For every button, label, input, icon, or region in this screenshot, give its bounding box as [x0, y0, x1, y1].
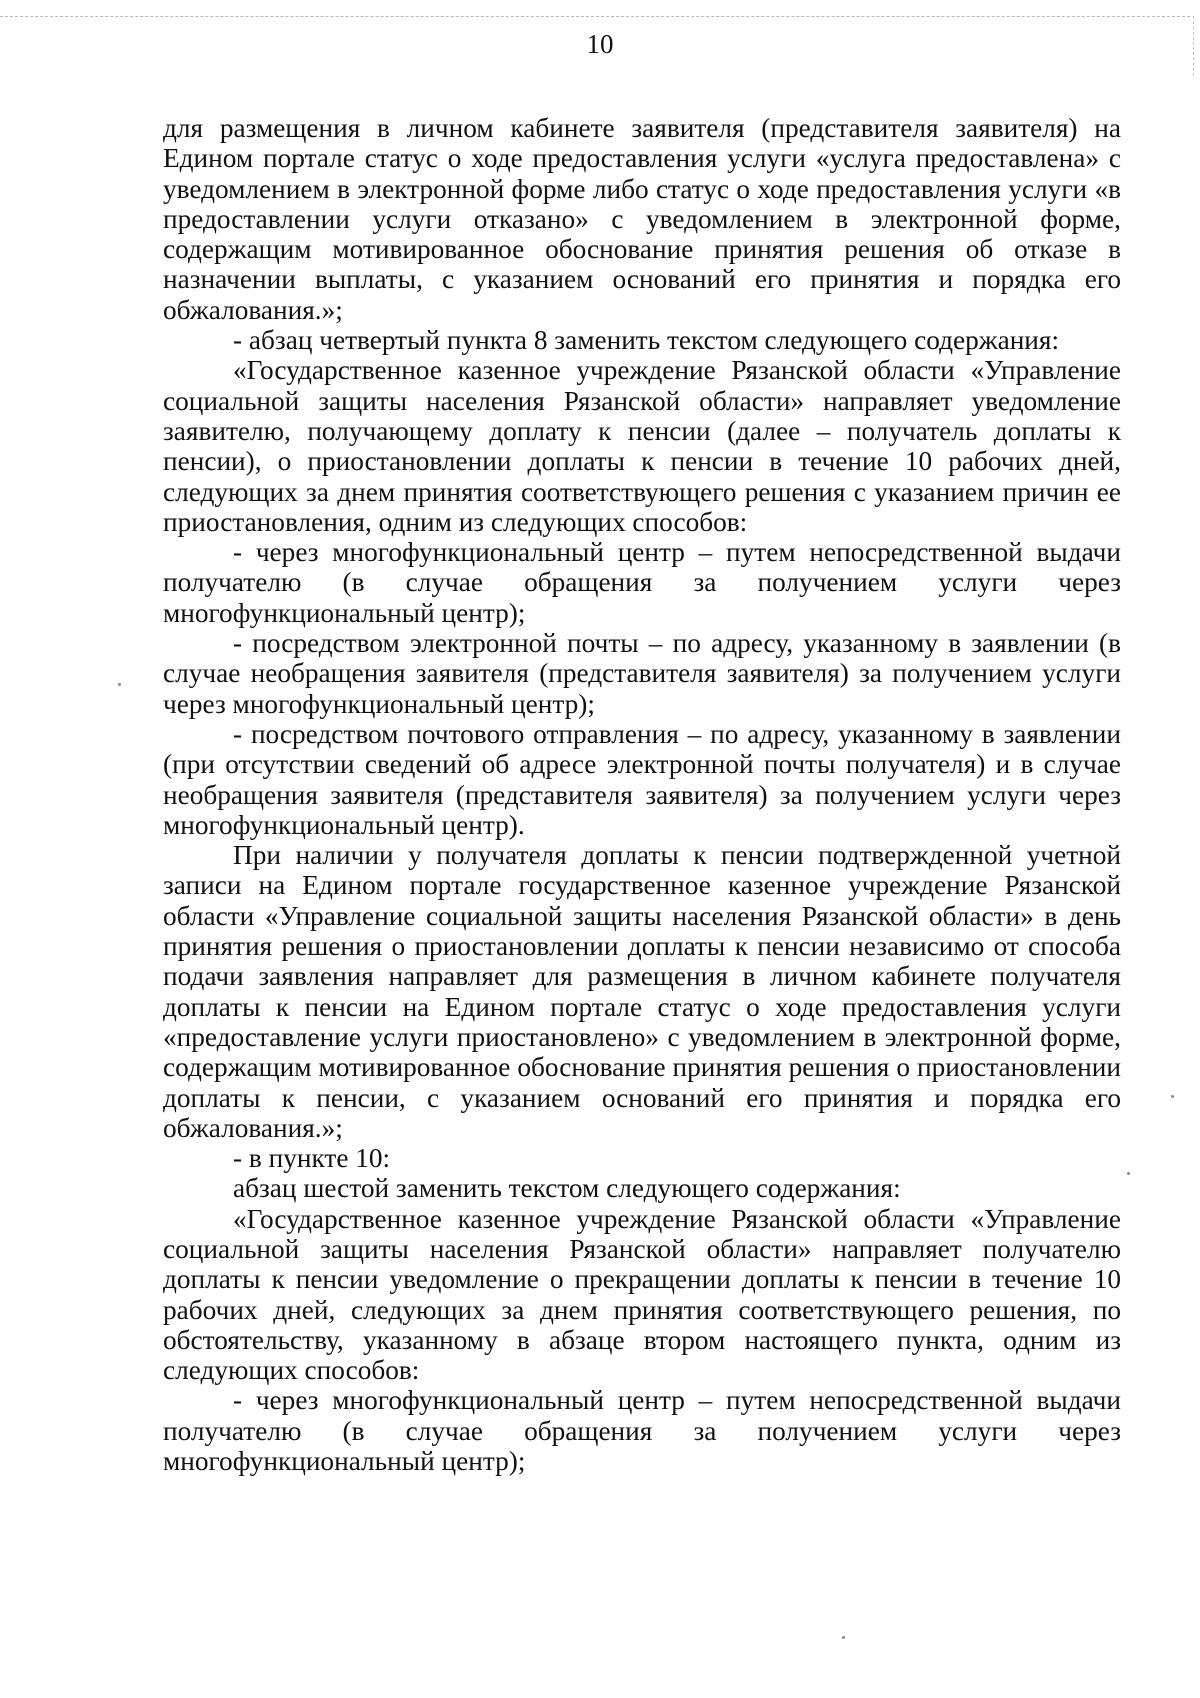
document-body	[163, 113, 1121, 1476]
scan-speck	[1127, 1172, 1130, 1175]
paragraph: «Государственное казенное учреждение Рязанской области «Управление социальной защиты населения Рязанской области» направляет уведомление заявителю, получающему доплату к пенсии (далее – получатель доплаты к пенсии), о приостановлении доплаты к пенсии в течение 10 рабочих дней, следующих за днем принятия соответствующего решения с указанием причин ее приостановления, одним из следующих способов:	[163, 355, 1121, 537]
paragraph: абзац шестой заменить текстом следующего содержания:	[233, 1173, 901, 1204]
paragraph: - через многофункциональный центр – путем непосредственной выдачи получателю (в случае обращения за получением услуги через многофункциональный центр);	[163, 1385, 1121, 1477]
scan-speck	[1171, 1095, 1174, 1098]
paragraph: - посредством электронной почты – по адресу, указанному в заявлении (в случае необращения заявителя (представителя заявителя) за получением услуги через многофункциональный центр);	[163, 628, 1121, 719]
scan-speck	[842, 1636, 845, 1639]
paragraph: для размещения в личном кабинете заявителя (представителя заявителя) на Едином портале статус о ходе предоставления услуги «услуга предоставлена» с уведомлением в электронной форме либо статус о ходе предоставления услуги «в предоставлении услуги отказано» с уведомлением в электронной форме, содержащим мотивированное обоснование принятия решения об отказе в назначении выплаты, с указанием оснований его принятия и порядка его обжалования.»;	[163, 113, 1121, 325]
paragraph: - через многофункциональный центр – путем непосредственной выдачи получателю (в случае обращения за получением услуги через многофункциональный центр);	[163, 537, 1121, 628]
paragraph: - абзац четвертый пункта 8 заменить текстом следующего содержания:	[233, 325, 1060, 356]
scan-top-edge	[0, 16, 1190, 17]
paragraph: «Государственное казенное учреждение Рязанской области «Управление социальной защиты населения Рязанской области» направляет получателю доплаты к пенсии уведомление о прекращении доплаты к пенсии в течение 10 рабочих дней, следующих за днем принятия соответствующего решения, по обстоятельству, указанному в абзаце втором настоящего пункта, одним из следующих способов:	[163, 1203, 1121, 1386]
paragraph: При наличии у получателя доплаты к пенсии подтвержденной учетной записи на Едином портале государственное казенное учреждение Рязанской области «Управление социальной защиты населения Рязанской области» в день принятия решения о приостановлении доплаты к пенсии независимо от способа подачи заявления направляет для размещения в личном кабинете получателя доплаты к пенсии на Едином портале статус о ходе предоставления услуги «предоставление услуги приостановлено» с уведомлением в электронной форме, содержащим мотивированное обоснование принятия решения о приостановлении доплаты к пенсии, с указанием оснований его принятия и порядка его обжалования.»;	[163, 840, 1121, 1143]
scan-speck	[118, 683, 121, 686]
page-number: 10	[586, 29, 614, 59]
paragraph: - в пункте 10:	[233, 1143, 391, 1174]
paragraph: - посредством почтового отправления – по адресу, указанному в заявлении (при отсутствии сведений об адресе электронной почты получателя) и в случае необращения заявителя (представителя заявителя) за получением услуги через многофункциональный центр).	[163, 718, 1121, 840]
